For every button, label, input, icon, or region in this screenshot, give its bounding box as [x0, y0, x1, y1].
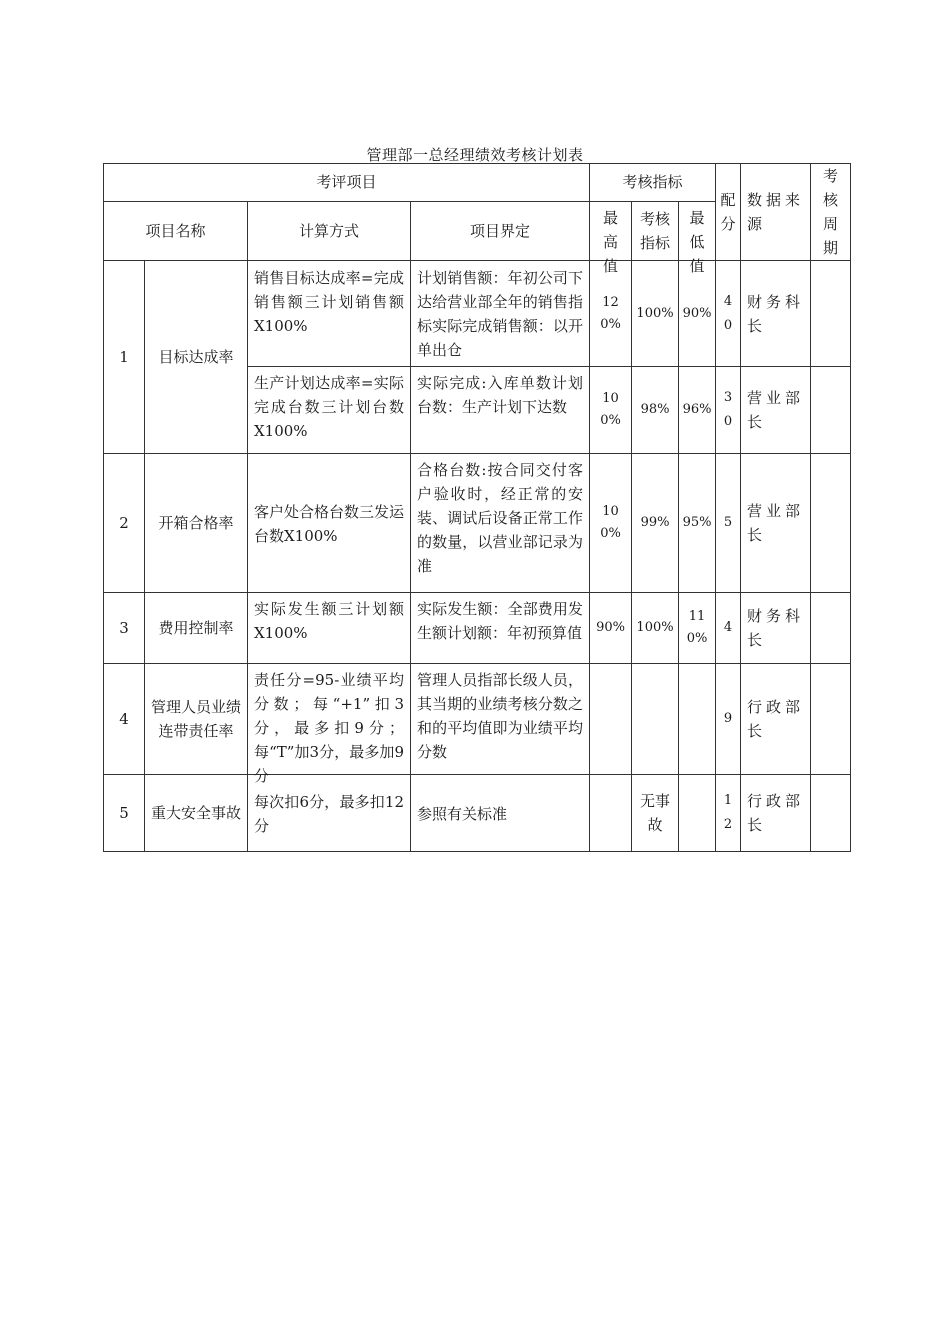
row-number: 2: [104, 454, 145, 593]
target-cell: 100%: [632, 261, 679, 367]
table-row: [104, 261, 851, 367]
score-cell: 12: [716, 775, 741, 852]
cycle-cell: [811, 261, 851, 367]
calc-cell: 每次扣6分，最多扣12分: [248, 775, 411, 852]
define-cell: 管理人员指部长级人员，其当期的业绩考核分数之和的平均值即为业绩平均分数: [411, 664, 590, 775]
cycle-cell: [811, 593, 851, 664]
header-peifen: 配分: [716, 164, 741, 261]
score-cell: 4: [716, 593, 741, 664]
score-cell: 5: [716, 454, 741, 593]
source-cell: 行政部长: [741, 775, 811, 852]
max-cell: 90%: [590, 593, 632, 664]
assessment-table: [103, 163, 851, 852]
min-cell: 90%: [679, 261, 716, 367]
max-cell: [590, 664, 632, 775]
score-cell: 30: [716, 367, 741, 454]
header-min: 最低值: [679, 201, 716, 260]
row-name: 开箱合格率: [145, 454, 248, 593]
source-cell: 营业部长: [741, 367, 811, 454]
row-number: 1: [104, 261, 145, 454]
header-source: 数据来源: [741, 164, 811, 261]
max-cell: 100%: [590, 367, 632, 454]
row-number: 4: [104, 664, 145, 775]
define-cell: 合格台数:按合同交付客户验收时，经正常的安装、调试后设备正常工作的数量，以营业部记录为准: [411, 454, 590, 593]
calc-cell: 实际发生额三计划额X100%: [248, 593, 411, 664]
table-row: [104, 775, 851, 852]
row-name: 费用控制率: [145, 593, 248, 664]
define-cell: 实际完成:入库单数计划台数：生产计划下达数: [411, 367, 590, 454]
cycle-cell: [811, 775, 851, 852]
source-cell: 财务科长: [741, 593, 811, 664]
target-cell: 无事故: [632, 775, 679, 852]
target-cell: [632, 664, 679, 775]
max-cell: [590, 775, 632, 852]
row-number: 5: [104, 775, 145, 852]
row-name: 目标达成率: [145, 261, 248, 454]
min-cell: [679, 775, 716, 852]
row-name: 重大安全事故: [145, 775, 248, 852]
cycle-cell: [811, 367, 851, 454]
cycle-cell: [811, 664, 851, 775]
score-cell: 9: [716, 664, 741, 775]
min-cell: [679, 664, 716, 775]
min-cell: 110%: [679, 593, 716, 664]
min-cell: 95%: [679, 454, 716, 593]
header-name: 项目名称: [104, 201, 248, 260]
source-cell: 营业部长: [741, 454, 811, 593]
table-row: [104, 593, 851, 664]
max-cell: 100%: [590, 454, 632, 593]
table-row: [104, 664, 851, 775]
calc-cell: 销售目标达成率=完成销售额三计划销售额X100%: [248, 261, 411, 367]
header-kaoping: 考评项目: [104, 164, 590, 202]
header-define: 项目界定: [411, 201, 590, 260]
calc-cell: 生产计划达成率=实际完成台数三计划台数X100%: [248, 367, 411, 454]
header-cycle: 考核周期: [811, 164, 851, 261]
source-cell: 财务科长: [741, 261, 811, 367]
row-name: 管理人员业绩连带责任率: [145, 664, 248, 775]
target-cell: 98%: [632, 367, 679, 454]
calc-cell: 责任分=95-业绩平均分数；每“+1”扣3分，最多扣9分；每“T”加3分，最多加9分: [248, 664, 411, 775]
define-cell: 参照有关标准: [411, 775, 590, 852]
score-cell: 40: [716, 261, 741, 367]
define-cell: 实际发生额：全部费用发生额计划额：年初预算值: [411, 593, 590, 664]
header-target: 考核指标: [632, 201, 679, 260]
cycle-cell: [811, 454, 851, 593]
source-cell: 行政部长: [741, 664, 811, 775]
min-cell: 96%: [679, 367, 716, 454]
table-row: [104, 454, 851, 593]
header-calc: 计算方式: [248, 201, 411, 260]
target-cell: 99%: [632, 454, 679, 593]
header-zhibiao: 考核指标: [590, 164, 716, 202]
row-number: 3: [104, 593, 145, 664]
define-cell: 计划销售额：年初公司下达给营业部全年的销售指标实际完成销售额：以开单出仓: [411, 261, 590, 367]
max-cell: 120%: [590, 261, 632, 367]
calc-cell: 客户处合格台数三发运台数X100%: [248, 454, 411, 593]
target-cell: 100%: [632, 593, 679, 664]
page-title: 管理部一总经理绩效考核计划表: [366, 146, 584, 164]
header-max: 最高值: [590, 201, 632, 260]
